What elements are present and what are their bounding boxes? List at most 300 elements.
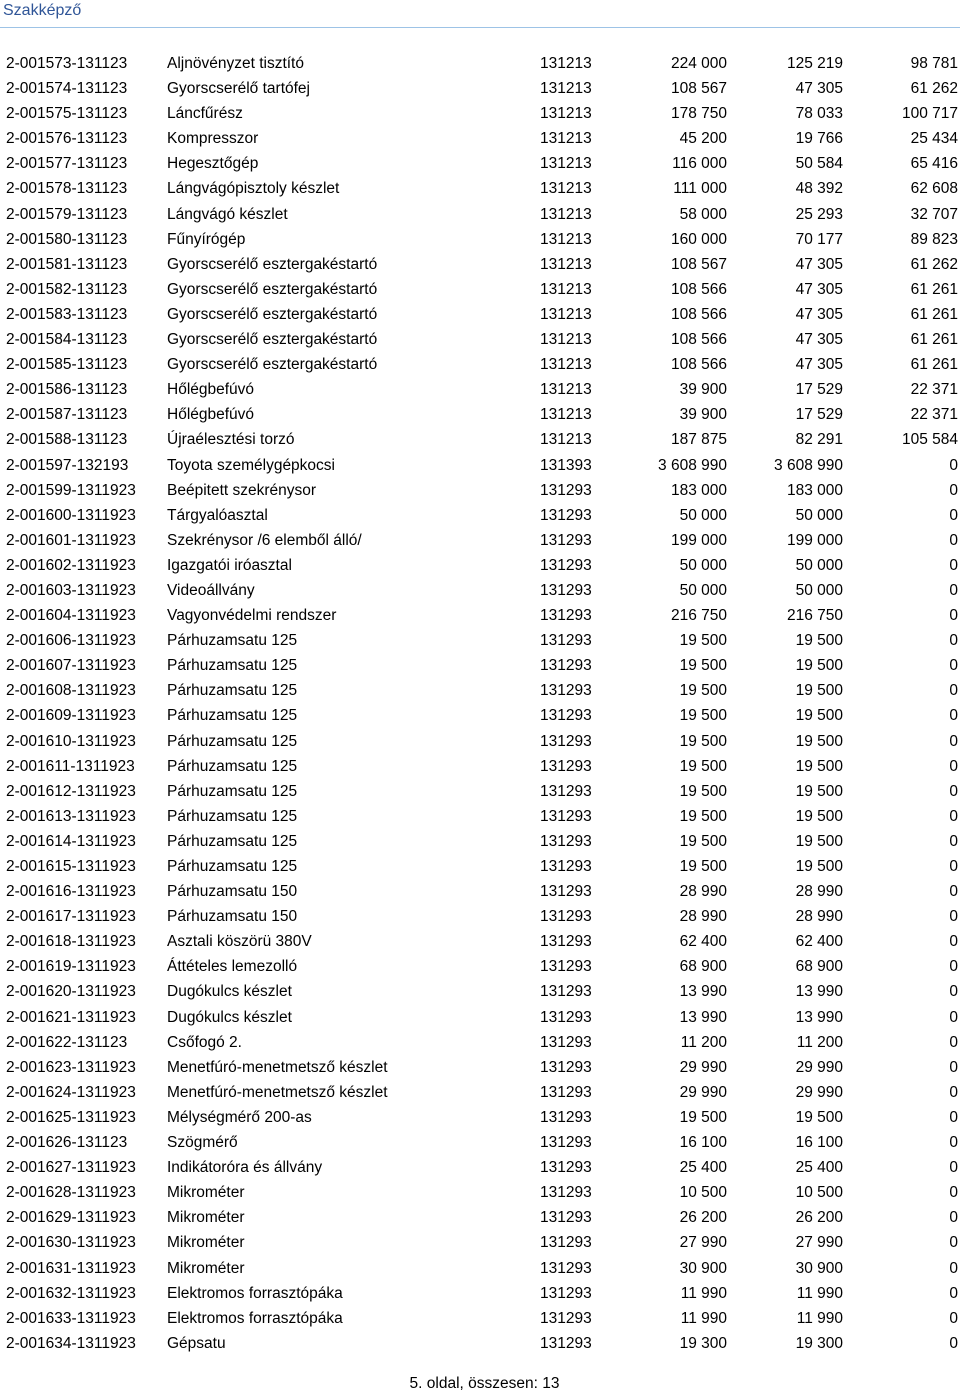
net-value-cell: 0 (949, 707, 958, 725)
asset-name-cell: Mikrométer (167, 1184, 245, 1202)
asset-name-cell: Fűnyírógép (167, 230, 246, 248)
asset-name-cell: Párhuzamsatu 125 (167, 832, 298, 850)
gross-value-cell: 108 567 (670, 80, 727, 98)
asset-code-cell: 2-001578-131123 (6, 180, 128, 198)
asset-code-cell: 2-001609-1311923 (6, 707, 136, 725)
gross-value-cell: 19 500 (679, 807, 727, 825)
net-value-cell: 0 (949, 933, 958, 951)
gross-value-cell: 3 608 990 (658, 456, 727, 474)
net-value-cell: 0 (949, 1309, 958, 1327)
gross-value-cell: 11 990 (680, 1309, 727, 1327)
depreciation-cell: 17 529 (795, 381, 843, 399)
table-row (0, 628, 960, 653)
asset-code-cell: 2-001612-1311923 (6, 782, 136, 800)
asset-code-cell: 2-001618-1311923 (6, 933, 136, 951)
account-number-cell: 131213 (540, 205, 592, 223)
asset-code-cell: 2-001573-131123 (6, 55, 128, 72)
asset-name-cell: Szekrénysor /6 elemből álló/ (167, 531, 362, 549)
gross-value-cell: 108 566 (670, 280, 727, 298)
depreciation-cell: 17 529 (795, 406, 843, 424)
table-row (0, 954, 960, 979)
gross-value-cell: 178 750 (670, 105, 727, 123)
gross-value-cell: 216 750 (670, 607, 727, 625)
asset-code-cell: 2-001577-131123 (6, 155, 128, 173)
table-row (0, 352, 960, 377)
asset-name-cell: Toyota személygépkocsi (167, 456, 335, 474)
depreciation-cell: 19 500 (795, 1108, 843, 1126)
account-number-cell: 131293 (540, 506, 592, 524)
account-number-cell: 131293 (540, 607, 592, 625)
asset-name-cell: Párhuzamsatu 125 (167, 657, 298, 675)
asset-name-cell: Gyorscserélő esztergakéstartó (167, 255, 378, 273)
table-row (0, 1306, 960, 1331)
depreciation-cell: 19 500 (795, 832, 843, 850)
account-number-cell: 131213 (540, 431, 592, 449)
account-number-cell: 131293 (540, 531, 592, 549)
depreciation-cell: 47 305 (795, 356, 843, 374)
table-row (0, 327, 960, 352)
gross-value-cell: 25 400 (679, 1159, 727, 1177)
asset-name-cell: Párhuzamsatu 125 (167, 807, 298, 825)
table-row (0, 227, 960, 252)
asset-table (0, 51, 960, 1356)
net-value-cell: 89 823 (910, 230, 958, 248)
account-number-cell: 131213 (540, 331, 592, 349)
asset-name-cell: Menetfúró-menetmetsző készlet (167, 1083, 388, 1101)
asset-code-cell: 2-001621-1311923 (6, 1008, 136, 1026)
asset-name-cell: Szögmérő (167, 1134, 238, 1152)
table-row (0, 779, 960, 804)
gross-value-cell: 11 200 (680, 1033, 727, 1051)
asset-code-cell: 2-001613-1311923 (6, 807, 136, 825)
asset-name-cell: Hegesztőgép (167, 155, 259, 173)
depreciation-cell: 28 990 (795, 883, 843, 901)
asset-code-cell: 2-001625-1311923 (6, 1108, 136, 1126)
depreciation-cell: 30 900 (795, 1259, 843, 1277)
net-value-cell: 22 371 (910, 406, 958, 424)
depreciation-cell: 25 293 (795, 205, 843, 223)
gross-value-cell: 111 000 (673, 180, 727, 198)
gross-value-cell: 58 000 (679, 205, 727, 223)
asset-name-cell: Párhuzamsatu 125 (167, 858, 298, 875)
gross-value-cell: 19 500 (679, 782, 727, 800)
table-row (0, 76, 960, 101)
asset-name-cell: Újraélesztési torzó (167, 431, 295, 449)
net-value-cell: 0 (949, 1334, 958, 1352)
account-number-cell: 131293 (540, 858, 592, 875)
table-row (0, 101, 960, 126)
asset-name-cell: Mikrométer (167, 1209, 245, 1227)
asset-name-cell: Gyorscserélő esztergakéstartó (167, 331, 378, 349)
asset-name-cell: Dugókulcs készlet (167, 983, 292, 1001)
depreciation-cell: 28 990 (795, 908, 843, 926)
depreciation-cell: 13 990 (795, 983, 843, 1001)
net-value-cell: 62 608 (910, 180, 958, 198)
account-number-cell: 131293 (540, 707, 592, 725)
gross-value-cell: 187 875 (670, 431, 727, 449)
depreciation-cell: 183 000 (786, 481, 843, 499)
gross-value-cell: 108 566 (670, 331, 727, 349)
asset-code-cell: 2-001581-131123 (6, 255, 128, 273)
table-row (0, 754, 960, 779)
depreciation-cell: 19 500 (795, 657, 843, 675)
account-number-cell: 131293 (540, 1134, 592, 1152)
gross-value-cell: 50 000 (679, 556, 727, 574)
account-number-cell: 131293 (540, 1259, 592, 1277)
table-row (0, 503, 960, 528)
asset-name-cell: Gépsatu (167, 1334, 226, 1352)
depreciation-cell: 26 200 (795, 1209, 843, 1227)
asset-code-cell: 2-001633-1311923 (6, 1309, 136, 1327)
gross-value-cell: 19 500 (679, 707, 727, 725)
net-value-cell: 0 (949, 883, 958, 901)
depreciation-cell: 216 750 (786, 607, 843, 625)
asset-code-cell: 2-001599-1311923 (6, 481, 136, 499)
asset-code-cell: 2-001622-131123 (6, 1033, 128, 1051)
net-value-cell: 0 (949, 858, 958, 875)
depreciation-cell: 50 000 (795, 581, 843, 599)
net-value-cell: 32 707 (910, 205, 958, 223)
account-number-cell: 131293 (540, 682, 592, 700)
table-row (0, 578, 960, 603)
table-row (0, 1256, 960, 1281)
depreciation-cell: 47 305 (795, 331, 843, 349)
account-number-cell: 131293 (540, 1058, 592, 1076)
table-row (0, 1080, 960, 1105)
account-number-cell: 131293 (540, 1083, 592, 1101)
account-number-cell: 131293 (540, 1008, 592, 1026)
net-value-cell: 98 781 (910, 55, 958, 72)
gross-value-cell: 13 990 (679, 983, 727, 1001)
account-number-cell: 131213 (540, 280, 592, 298)
account-number-cell: 131213 (540, 305, 592, 323)
depreciation-cell: 19 300 (795, 1334, 843, 1352)
asset-code-cell: 2-001627-1311923 (6, 1159, 136, 1177)
table-row (0, 729, 960, 754)
account-number-cell: 131293 (540, 1033, 592, 1051)
header-divider (0, 27, 960, 28)
gross-value-cell: 27 990 (679, 1234, 727, 1252)
table-row (0, 1005, 960, 1030)
gross-value-cell: 108 566 (670, 356, 727, 374)
net-value-cell: 0 (949, 581, 958, 599)
asset-code-cell: 2-001615-1311923 (6, 858, 136, 875)
table-row (0, 252, 960, 277)
asset-name-cell: Gyorscserélő esztergakéstartó (167, 280, 378, 298)
account-number-cell: 131213 (540, 255, 592, 273)
account-number-cell: 131213 (540, 130, 592, 148)
asset-name-cell: Menetfúró-menetmetsző készlet (167, 1058, 388, 1076)
asset-code-cell: 2-001582-131123 (6, 280, 128, 298)
net-value-cell: 0 (949, 908, 958, 926)
account-number-cell: 131293 (540, 481, 592, 499)
asset-code-cell: 2-001632-1311923 (6, 1284, 136, 1302)
asset-code-cell: 2-001606-1311923 (6, 632, 136, 650)
asset-name-cell: Hőlégbefúvó (167, 381, 255, 399)
asset-code-cell: 2-001586-131123 (6, 381, 128, 399)
asset-name-cell: Videoállvány (167, 581, 255, 599)
gross-value-cell: 116 000 (672, 155, 727, 173)
net-value-cell: 61 262 (910, 255, 958, 273)
net-value-cell: 0 (949, 556, 958, 574)
asset-code-cell: 2-001574-131123 (6, 80, 128, 98)
net-value-cell: 0 (949, 1209, 958, 1227)
depreciation-cell: 125 219 (786, 55, 843, 72)
asset-name-cell: Kompresszor (167, 130, 259, 148)
table-row (0, 202, 960, 227)
net-value-cell: 0 (949, 983, 958, 1001)
depreciation-cell: 19 500 (795, 757, 843, 775)
gross-value-cell: 19 500 (679, 1108, 727, 1126)
asset-name-cell: Párhuzamsatu 125 (167, 757, 298, 775)
depreciation-cell: 19 500 (795, 858, 843, 875)
depreciation-cell: 82 291 (795, 431, 843, 449)
account-number-cell: 131293 (540, 1309, 592, 1327)
net-value-cell: 0 (949, 1259, 958, 1277)
asset-name-cell: Dugókulcs készlet (167, 1008, 292, 1026)
asset-code-cell: 2-001616-1311923 (6, 883, 136, 901)
account-number-cell: 131293 (540, 1284, 592, 1302)
asset-code-cell: 2-001603-1311923 (6, 581, 136, 599)
gross-value-cell: 108 567 (670, 255, 727, 273)
gross-value-cell: 19 500 (679, 858, 727, 875)
asset-name-cell: Mikrométer (167, 1259, 245, 1277)
account-number-cell: 131293 (540, 757, 592, 775)
depreciation-cell: 50 584 (795, 155, 843, 173)
table-row (0, 1105, 960, 1130)
asset-name-cell: Gyorscserélő esztergakéstartó (167, 356, 378, 374)
account-number-cell: 131293 (540, 782, 592, 800)
table-row (0, 929, 960, 954)
account-number-cell: 131293 (540, 908, 592, 926)
account-number-cell: 131213 (540, 105, 592, 123)
net-value-cell: 25 434 (910, 130, 958, 148)
account-number-cell: 131293 (540, 1234, 592, 1252)
table-row (0, 126, 960, 151)
table-row (0, 1230, 960, 1255)
account-number-cell: 131293 (540, 933, 592, 951)
table-row (0, 603, 960, 628)
asset-code-cell: 2-001634-1311923 (6, 1334, 136, 1352)
depreciation-cell: 29 990 (795, 1058, 843, 1076)
gross-value-cell: 45 200 (679, 130, 727, 148)
account-number-cell: 131293 (540, 1159, 592, 1177)
asset-name-cell: Lángvágópisztoly készlet (167, 180, 340, 198)
asset-name-cell: Gyorscserélő tartófej (167, 80, 310, 98)
asset-name-cell: Párhuzamsatu 125 (167, 707, 298, 725)
asset-name-cell: Áttételes lemezolló (167, 958, 298, 976)
asset-code-cell: 2-001604-1311923 (6, 607, 136, 625)
depreciation-cell: 29 990 (795, 1083, 843, 1101)
gross-value-cell: 68 900 (679, 958, 727, 976)
net-value-cell: 0 (949, 506, 958, 524)
asset-code-cell: 2-001601-1311923 (6, 531, 136, 549)
gross-value-cell: 39 900 (679, 406, 727, 424)
gross-value-cell: 224 000 (670, 55, 727, 72)
table-row (0, 904, 960, 929)
table-row (0, 879, 960, 904)
account-number-cell: 131293 (540, 581, 592, 599)
asset-name-cell: Igazgatói iróasztal (167, 556, 292, 574)
account-number-cell: 131213 (540, 55, 592, 72)
asset-name-cell: Hőlégbefúvó (167, 406, 255, 424)
table-row (0, 1180, 960, 1205)
gross-value-cell: 29 990 (679, 1083, 727, 1101)
depreciation-cell: 68 900 (795, 958, 843, 976)
depreciation-cell: 19 500 (795, 732, 843, 750)
asset-code-cell: 2-001576-131123 (6, 130, 128, 148)
asset-code-cell: 2-001597-132193 (6, 456, 129, 474)
asset-name-cell: Láncfűrész (167, 105, 243, 123)
depreciation-cell: 62 400 (795, 933, 843, 951)
account-number-cell: 131293 (540, 832, 592, 850)
asset-name-cell: Lángvágó készlet (167, 205, 288, 223)
account-number-cell: 131213 (540, 230, 592, 248)
asset-code-cell: 2-001584-131123 (6, 331, 128, 349)
gross-value-cell: 28 990 (679, 908, 727, 926)
table-row (0, 854, 960, 879)
depreciation-cell: 70 177 (795, 230, 843, 248)
net-value-cell: 0 (949, 1108, 958, 1126)
depreciation-cell: 16 100 (795, 1134, 843, 1152)
net-value-cell: 0 (949, 657, 958, 675)
gross-value-cell: 26 200 (679, 1209, 727, 1227)
account-number-cell: 131293 (540, 657, 592, 675)
asset-name-cell: Párhuzamsatu 125 (167, 682, 298, 700)
gross-value-cell: 29 990 (679, 1058, 727, 1076)
asset-name-cell: Párhuzamsatu 150 (167, 908, 298, 926)
depreciation-cell: 25 400 (795, 1159, 843, 1177)
depreciation-cell: 11 990 (796, 1284, 843, 1302)
asset-name-cell: Párhuzamsatu 125 (167, 782, 298, 800)
table-row (0, 176, 960, 201)
asset-code-cell: 2-001626-131123 (6, 1134, 128, 1152)
net-value-cell: 100 717 (901, 105, 958, 123)
account-number-cell: 131293 (540, 1108, 592, 1126)
net-value-cell: 61 261 (910, 280, 958, 298)
asset-code-cell: 2-001610-1311923 (6, 732, 136, 750)
table-row (0, 1331, 960, 1356)
net-value-cell: 0 (949, 1033, 958, 1051)
depreciation-cell: 47 305 (795, 255, 843, 273)
table-row (0, 678, 960, 703)
net-value-cell: 0 (949, 1159, 958, 1177)
asset-name-cell: Mélységmérő 200-as (167, 1108, 312, 1126)
asset-code-cell: 2-001623-1311923 (6, 1058, 136, 1076)
asset-code-cell: 2-001631-1311923 (6, 1259, 136, 1277)
depreciation-cell: 11 990 (796, 1309, 843, 1327)
asset-name-cell: Gyorscserélő esztergakéstartó (167, 305, 378, 323)
account-number-cell: 131393 (540, 456, 592, 474)
account-number-cell: 131293 (540, 958, 592, 976)
gross-value-cell: 62 400 (679, 933, 727, 951)
depreciation-cell: 78 033 (795, 105, 843, 123)
asset-code-cell: 2-001619-1311923 (6, 958, 136, 976)
gross-value-cell: 11 990 (680, 1284, 727, 1302)
table-row (0, 1055, 960, 1080)
asset-name-cell: Csőfogó 2. (167, 1033, 242, 1051)
net-value-cell: 0 (949, 632, 958, 650)
gross-value-cell: 30 900 (679, 1259, 727, 1277)
asset-name-cell: Indikátoróra és állvány (167, 1159, 323, 1177)
net-value-cell: 61 261 (910, 305, 958, 323)
depreciation-cell: 199 000 (786, 531, 843, 549)
net-value-cell: 0 (949, 757, 958, 775)
net-value-cell: 0 (949, 456, 958, 474)
asset-name-cell: Elektromos forrasztópáka (167, 1284, 343, 1302)
gross-value-cell: 28 990 (679, 883, 727, 901)
depreciation-cell: 27 990 (795, 1234, 843, 1252)
asset-name-cell: Párhuzamsatu 150 (167, 883, 298, 901)
asset-code-cell: 2-001579-131123 (6, 205, 128, 223)
gross-value-cell: 39 900 (679, 381, 727, 399)
asset-code-cell: 2-001587-131123 (6, 406, 128, 424)
net-value-cell: 0 (949, 958, 958, 976)
account-number-cell: 131213 (540, 406, 592, 424)
gross-value-cell: 10 500 (679, 1184, 727, 1202)
net-value-cell: 61 262 (910, 80, 958, 98)
table-row (0, 553, 960, 578)
net-value-cell: 0 (949, 1234, 958, 1252)
table-row (0, 1030, 960, 1055)
account-number-cell: 131213 (540, 180, 592, 198)
depreciation-cell: 47 305 (795, 80, 843, 98)
table-row (0, 1130, 960, 1155)
table-row (0, 653, 960, 678)
asset-name-cell: Mikrométer (167, 1234, 245, 1252)
net-value-cell: 0 (949, 1008, 958, 1026)
account-number-cell: 131293 (540, 1184, 592, 1202)
page-header-title: Szakképző (3, 2, 82, 19)
page-footer: 5. oldal, összesen: 13 (409, 1375, 560, 1392)
net-value-cell: 0 (949, 1083, 958, 1101)
asset-code-cell: 2-001630-1311923 (6, 1234, 136, 1252)
asset-code-cell: 2-001614-1311923 (6, 832, 136, 850)
asset-code-cell: 2-001588-131123 (6, 431, 128, 449)
account-number-cell: 131293 (540, 1209, 592, 1227)
gross-value-cell: 19 500 (679, 657, 727, 675)
net-value-cell: 61 261 (910, 331, 958, 349)
net-value-cell: 105 584 (901, 431, 958, 449)
asset-name-cell: Asztali köszörü 380V (167, 933, 312, 951)
gross-value-cell: 13 990 (679, 1008, 727, 1026)
net-value-cell: 0 (949, 807, 958, 825)
net-value-cell: 22 371 (910, 381, 958, 399)
net-value-cell: 0 (949, 1058, 958, 1076)
table-row (0, 427, 960, 452)
asset-name-cell: Vagyonvédelmi rendszer (167, 607, 337, 625)
account-number-cell: 131213 (540, 155, 592, 173)
asset-code-cell: 2-001617-1311923 (6, 908, 136, 926)
account-number-cell: 131213 (540, 381, 592, 399)
depreciation-cell: 11 200 (796, 1033, 843, 1051)
asset-name-cell: Elektromos forrasztópáka (167, 1309, 343, 1327)
net-value-cell: 0 (949, 1284, 958, 1302)
table-row (0, 453, 960, 478)
table-row (0, 528, 960, 553)
net-value-cell: 0 (949, 1184, 958, 1202)
account-number-cell: 131293 (540, 807, 592, 825)
table-row (0, 703, 960, 728)
depreciation-cell: 19 500 (795, 682, 843, 700)
account-number-cell: 131213 (540, 80, 592, 98)
net-value-cell: 0 (949, 607, 958, 625)
asset-name-cell: Tárgyalóasztal (167, 506, 268, 524)
asset-code-cell: 2-001620-1311923 (6, 983, 136, 1001)
asset-code-cell: 2-001602-1311923 (6, 556, 136, 574)
table-row (0, 1205, 960, 1230)
account-number-cell: 131213 (540, 356, 592, 374)
